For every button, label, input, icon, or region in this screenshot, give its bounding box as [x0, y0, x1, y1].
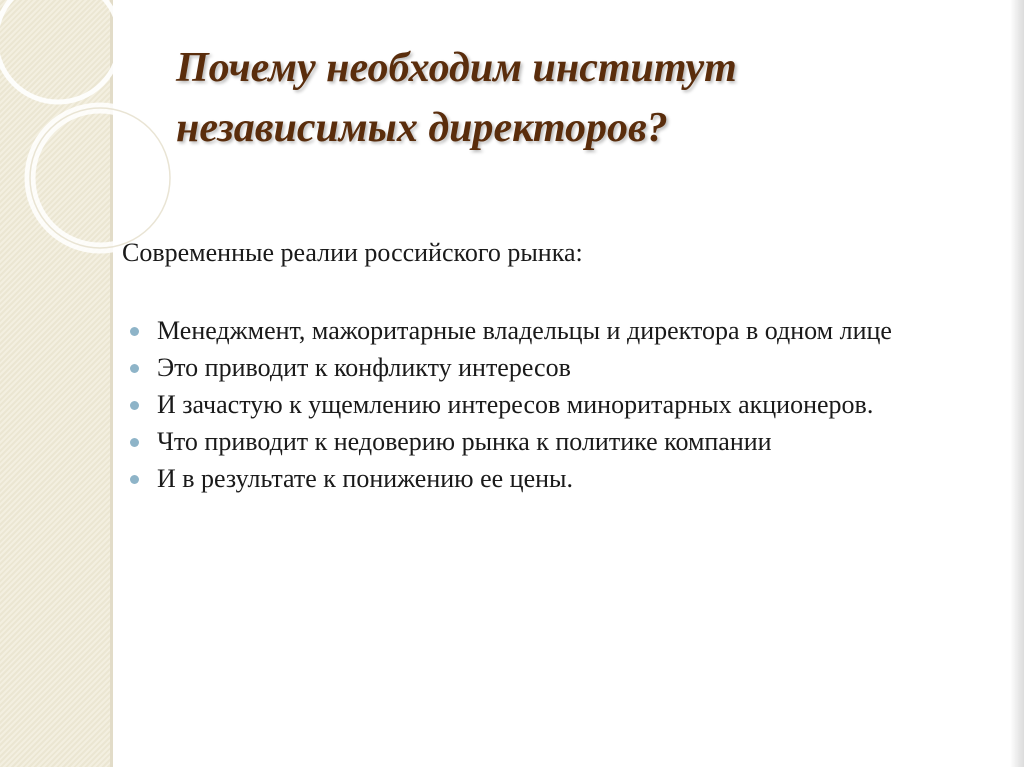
bullet-text: Менеджмент, мажоритарные владельцы и директора в одном лице — [157, 316, 892, 345]
bullet-icon — [130, 401, 139, 410]
bullet-list — [130, 316, 920, 501]
bullet-icon — [130, 475, 139, 484]
bullet-icon — [130, 327, 139, 336]
bullet-item — [130, 316, 920, 346]
bullet-item — [130, 353, 920, 383]
bullet-text: Что приводит к недоверию рынка к политике компании — [157, 427, 772, 456]
right-shadow — [1010, 0, 1024, 767]
bullet-item — [130, 390, 920, 420]
slide-title: Почему необходим институт независимых директоров? — [176, 45, 737, 151]
bullet-text: И зачастую к ущемлению интересов миноритарных акционеров. — [157, 390, 874, 419]
bullet-icon — [130, 364, 139, 373]
bullet-text: Это приводит к конфликту интересов — [157, 353, 571, 382]
bullet-text: И в результате к понижению ее цены. — [157, 464, 573, 493]
slide-subtitle: Современные реалии российского рынка: — [122, 238, 583, 267]
bullet-item — [130, 464, 920, 494]
bullet-icon — [130, 438, 139, 447]
bullet-item — [130, 427, 920, 457]
